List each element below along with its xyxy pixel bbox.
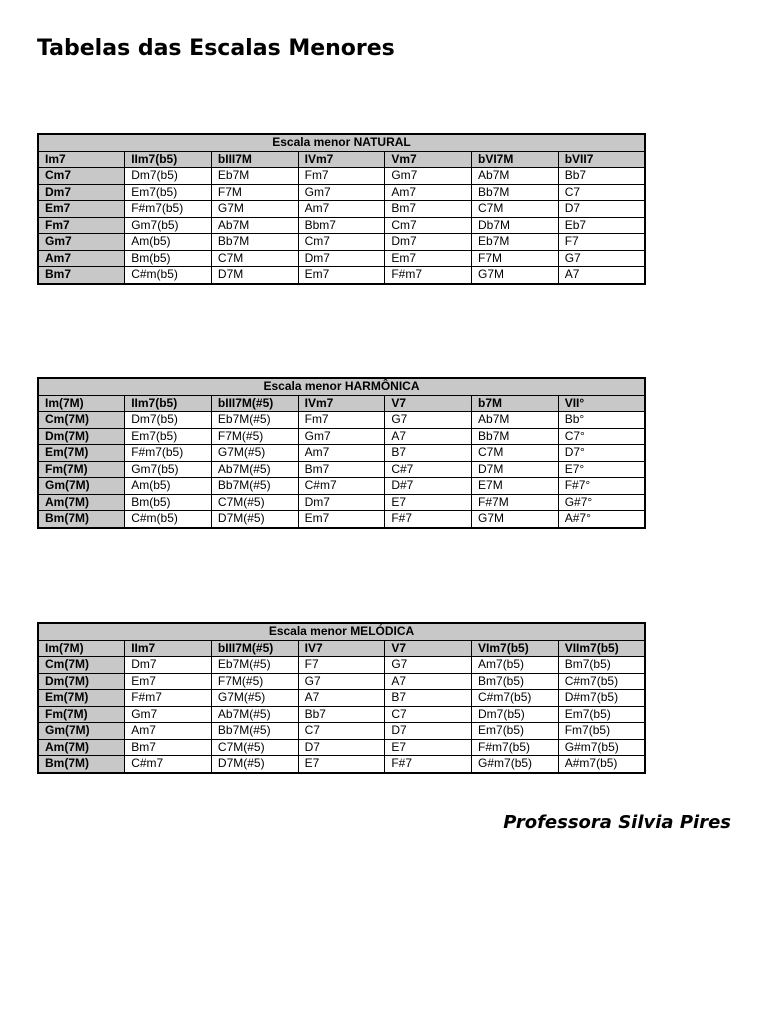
author-signature: Professora Silvia Pires	[503, 812, 731, 833]
chord-cell: Db7M	[472, 217, 559, 234]
chord-cell: F7M	[211, 184, 298, 201]
chord-cell: Am7	[298, 201, 385, 218]
table-header-row	[38, 640, 645, 657]
chord-cell: Am7	[298, 445, 385, 462]
chord-cell: A7	[298, 690, 385, 707]
row-key-chord: Em(7M)	[38, 690, 125, 707]
chord-cell: G#7°	[558, 494, 645, 511]
table-row	[38, 201, 645, 218]
chord-cell: G7M	[211, 201, 298, 218]
column-header: V7	[385, 395, 472, 412]
chord-cell: E7	[385, 739, 472, 756]
chord-cell: C#m7(b5)	[472, 690, 559, 707]
chord-cell: F7	[558, 234, 645, 251]
chord-cell: Ab7M	[472, 412, 559, 429]
chord-cell: C#7	[385, 461, 472, 478]
row-key-chord: Am7	[38, 250, 125, 267]
row-key-chord: Bm7	[38, 267, 125, 284]
page-title: Tabelas das Escalas Menores	[37, 36, 395, 61]
chord-cell: Am7(b5)	[472, 657, 559, 674]
chord-cell: D#7	[385, 478, 472, 495]
column-header: IV7	[298, 640, 385, 657]
chord-cell: G#m7(b5)	[472, 756, 559, 773]
chord-cell: Bb7	[558, 168, 645, 185]
table-row	[38, 267, 645, 284]
table-caption-row	[38, 378, 645, 395]
row-key-chord: Cm(7M)	[38, 657, 125, 674]
chord-cell: Bm7	[298, 461, 385, 478]
table-row	[38, 723, 645, 740]
chord-cell: Bm(b5)	[125, 494, 212, 511]
column-header: Vm7	[385, 151, 472, 168]
chord-cell: Gm7	[125, 706, 212, 723]
chord-cell: Em7	[298, 511, 385, 528]
chord-cell: Bm7(b5)	[558, 657, 645, 674]
chord-cell: C7	[558, 184, 645, 201]
table-row	[38, 217, 645, 234]
table-caption: Escala menor MELÓDICA	[38, 623, 645, 640]
chord-cell: D7M(#5)	[211, 756, 298, 773]
chord-cell: Am(b5)	[125, 478, 212, 495]
column-header: bIII7M(#5)	[211, 395, 298, 412]
row-key-chord: Bm(7M)	[38, 511, 125, 528]
chord-cell: Cm7	[385, 217, 472, 234]
column-header: bIII7M	[211, 151, 298, 168]
chord-cell: F#m7	[385, 267, 472, 284]
chord-cell: C7M	[472, 445, 559, 462]
chord-cell: Bb7M	[472, 428, 559, 445]
column-header: VIm7(b5)	[472, 640, 559, 657]
chord-cell: Am(b5)	[125, 234, 212, 251]
chord-cell: A#m7(b5)	[558, 756, 645, 773]
chord-cell: Cm7	[298, 234, 385, 251]
row-key-chord: Fm7	[38, 217, 125, 234]
column-header: bIII7M(#5)	[211, 640, 298, 657]
chord-cell: Bm7	[125, 739, 212, 756]
chord-cell: Dm7	[385, 234, 472, 251]
chord-cell: Ab7M	[472, 168, 559, 185]
row-key-chord: Fm(7M)	[38, 461, 125, 478]
chord-cell: Gm7(b5)	[125, 217, 212, 234]
table-caption: Escala menor HARMÔNICA	[38, 378, 645, 395]
chord-cell: C#m7(b5)	[558, 673, 645, 690]
chord-cell: Bb7M	[211, 234, 298, 251]
table-row	[38, 168, 645, 185]
column-header: VII°	[558, 395, 645, 412]
chord-cell: A#7°	[558, 511, 645, 528]
chord-cell: F#m7(b5)	[125, 201, 212, 218]
chord-cell: F7M	[472, 250, 559, 267]
chord-cell: C#m7	[298, 478, 385, 495]
row-key-chord: Gm(7M)	[38, 723, 125, 740]
chord-cell: D7M	[211, 267, 298, 284]
chord-cell: Bb7M(#5)	[211, 478, 298, 495]
chord-cell: D7M(#5)	[211, 511, 298, 528]
table-row	[38, 690, 645, 707]
table-row	[38, 739, 645, 756]
column-header: Im7	[38, 151, 125, 168]
chord-cell: G7	[385, 657, 472, 674]
chord-cell: Dm7(b5)	[472, 706, 559, 723]
chord-cell: Ab7M(#5)	[211, 461, 298, 478]
chord-cell: D#m7(b5)	[558, 690, 645, 707]
chord-cell: C7M	[472, 201, 559, 218]
chord-cell: D7M	[472, 461, 559, 478]
row-key-chord: Fm(7M)	[38, 706, 125, 723]
chord-cell: F#7	[385, 756, 472, 773]
natural-minor-table	[37, 133, 646, 285]
chord-cell: B7	[385, 690, 472, 707]
chord-cell: Em7(b5)	[125, 428, 212, 445]
table-row	[38, 184, 645, 201]
chord-cell: Fm7	[298, 412, 385, 429]
chord-cell: Bb7M(#5)	[211, 723, 298, 740]
column-header: Im(7M)	[38, 395, 125, 412]
chord-cell: A7	[385, 428, 472, 445]
chord-cell: Em7	[125, 673, 212, 690]
column-header: b7M	[472, 395, 559, 412]
chord-cell: F#7	[385, 511, 472, 528]
table-row	[38, 756, 645, 773]
chord-cell: Ab7M	[211, 217, 298, 234]
row-key-chord: Gm7	[38, 234, 125, 251]
chord-cell: F#7M	[472, 494, 559, 511]
table-row	[38, 657, 645, 674]
chord-cell: Am7	[385, 184, 472, 201]
chord-cell: Em7	[385, 250, 472, 267]
table-row	[38, 511, 645, 528]
chord-cell: Eb7M(#5)	[211, 657, 298, 674]
chord-cell: C7	[385, 706, 472, 723]
chord-cell: C7M(#5)	[211, 739, 298, 756]
row-key-chord: Gm(7M)	[38, 478, 125, 495]
chord-cell: F#7°	[558, 478, 645, 495]
row-key-chord: Em(7M)	[38, 445, 125, 462]
row-key-chord: Cm7	[38, 168, 125, 185]
harmonic-minor-table	[37, 377, 646, 529]
chord-cell: Dm7(b5)	[125, 168, 212, 185]
table-caption-row	[38, 623, 645, 640]
column-header: IIm7	[125, 640, 212, 657]
column-header: Im(7M)	[38, 640, 125, 657]
chord-cell: Bb7	[298, 706, 385, 723]
chord-cell: C7	[298, 723, 385, 740]
chord-cell: Dm7(b5)	[125, 412, 212, 429]
table-row	[38, 250, 645, 267]
chord-cell: G7	[385, 412, 472, 429]
chord-cell: G7	[298, 673, 385, 690]
chord-cell: C7°	[558, 428, 645, 445]
chord-cell: F#m7(b5)	[472, 739, 559, 756]
chord-cell: C7M(#5)	[211, 494, 298, 511]
chord-cell: Em7	[298, 267, 385, 284]
chord-cell: G7M	[472, 511, 559, 528]
chord-cell: A7	[385, 673, 472, 690]
chord-cell: Em7(b5)	[558, 706, 645, 723]
chord-cell: G7M(#5)	[211, 445, 298, 462]
chord-cell: B7	[385, 445, 472, 462]
chord-cell: Bm(b5)	[125, 250, 212, 267]
table-header-row	[38, 151, 645, 168]
chord-cell: Eb7M(#5)	[211, 412, 298, 429]
table-caption-row	[38, 134, 645, 151]
chord-cell: Fm7(b5)	[558, 723, 645, 740]
table-row	[38, 706, 645, 723]
column-header: VIIm7(b5)	[558, 640, 645, 657]
chord-cell: G7	[558, 250, 645, 267]
column-header: IVm7	[298, 395, 385, 412]
chord-cell: Dm7	[125, 657, 212, 674]
column-header: V7	[385, 640, 472, 657]
chord-cell: C7M	[211, 250, 298, 267]
chord-cell: D7°	[558, 445, 645, 462]
table-row	[38, 445, 645, 462]
table-row	[38, 412, 645, 429]
chord-cell: Bb7M	[472, 184, 559, 201]
chord-cell: F7	[298, 657, 385, 674]
chord-cell: D7	[558, 201, 645, 218]
chord-cell: E7°	[558, 461, 645, 478]
chord-cell: Gm7(b5)	[125, 461, 212, 478]
chord-cell: Dm7	[298, 250, 385, 267]
chord-cell: G7M(#5)	[211, 690, 298, 707]
chord-cell: F7M(#5)	[211, 428, 298, 445]
chord-cell: F#m7	[125, 690, 212, 707]
chord-cell: Gm7	[298, 184, 385, 201]
chord-cell: Gm7	[385, 168, 472, 185]
chord-cell: C#m(b5)	[125, 267, 212, 284]
chord-cell: Dm7	[298, 494, 385, 511]
row-key-chord: Bm(7M)	[38, 756, 125, 773]
table-row	[38, 428, 645, 445]
row-key-chord: Dm7	[38, 184, 125, 201]
column-header: bVI7M	[472, 151, 559, 168]
melodic-minor-table	[37, 622, 646, 774]
chord-cell: Em7(b5)	[125, 184, 212, 201]
row-key-chord: Em7	[38, 201, 125, 218]
column-header: IIm7(b5)	[125, 151, 212, 168]
table-row	[38, 494, 645, 511]
chord-cell: D7	[385, 723, 472, 740]
table-row	[38, 478, 645, 495]
column-header: bVII7	[558, 151, 645, 168]
chord-cell: Bbm7	[298, 217, 385, 234]
chord-cell: Eb7M	[211, 168, 298, 185]
chord-cell: C#m7	[125, 756, 212, 773]
chord-cell: Bm7(b5)	[472, 673, 559, 690]
table-header-row	[38, 395, 645, 412]
column-header: IVm7	[298, 151, 385, 168]
chord-cell: Bb°	[558, 412, 645, 429]
row-key-chord: Dm(7M)	[38, 673, 125, 690]
row-key-chord: Am(7M)	[38, 739, 125, 756]
chord-cell: Eb7	[558, 217, 645, 234]
table-caption: Escala menor NATURAL	[38, 134, 645, 151]
chord-cell: D7	[298, 739, 385, 756]
chord-cell: Bm7	[385, 201, 472, 218]
chord-cell: E7	[385, 494, 472, 511]
chord-cell: F7M(#5)	[211, 673, 298, 690]
chord-cell: Gm7	[298, 428, 385, 445]
row-key-chord: Cm(7M)	[38, 412, 125, 429]
column-header: IIm7(b5)	[125, 395, 212, 412]
chord-cell: Em7(b5)	[472, 723, 559, 740]
chord-cell: G7M	[472, 267, 559, 284]
chord-cell: Fm7	[298, 168, 385, 185]
chord-cell: G#m7(b5)	[558, 739, 645, 756]
chord-cell: A7	[558, 267, 645, 284]
table-row	[38, 673, 645, 690]
table-row	[38, 461, 645, 478]
chord-cell: F#m7(b5)	[125, 445, 212, 462]
chord-cell: Eb7M	[472, 234, 559, 251]
chord-cell: E7	[298, 756, 385, 773]
chord-cell: Am7	[125, 723, 212, 740]
chord-cell: E7M	[472, 478, 559, 495]
chord-cell: Ab7M(#5)	[211, 706, 298, 723]
chord-cell: C#m(b5)	[125, 511, 212, 528]
row-key-chord: Am(7M)	[38, 494, 125, 511]
table-row	[38, 234, 645, 251]
row-key-chord: Dm(7M)	[38, 428, 125, 445]
